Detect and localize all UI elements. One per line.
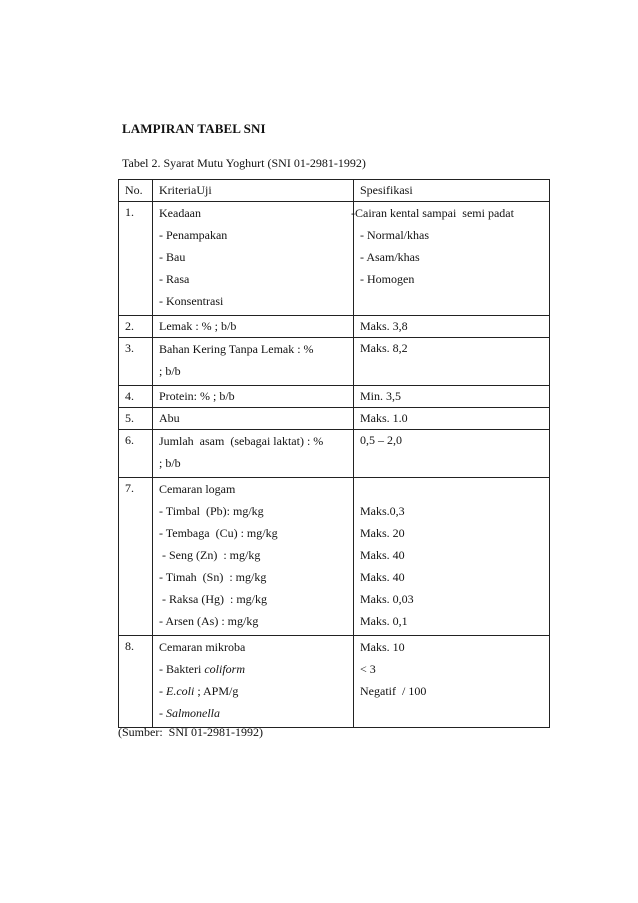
table-row	[119, 316, 550, 338]
row-number: 1.	[119, 202, 153, 316]
header-spec: Spesifikasi	[354, 180, 550, 202]
criteria-cell	[153, 636, 354, 728]
table-row	[119, 430, 550, 478]
spec-line: Maks. 40	[360, 570, 405, 584]
spec-line: Maks. 10	[360, 640, 405, 654]
spec-line: Maks.0,3	[360, 504, 405, 518]
spec-line: - Homogen	[360, 272, 415, 286]
criteria-line: - Konsentrasi	[159, 294, 224, 308]
spec-line: Maks. 0,1	[360, 614, 408, 628]
criteria-text: ; APM/g	[194, 684, 239, 698]
table-row	[119, 636, 550, 728]
spec-cell	[354, 478, 550, 636]
criteria-line: ; b/b	[159, 456, 181, 470]
criteria-line: Bahan Kering Tanpa Lemak : %	[159, 342, 314, 356]
criteria-italic-text: E.coli	[166, 684, 195, 698]
table-row	[119, 202, 550, 316]
source-note: (Sumber: SNI 01-2981-1992)	[118, 725, 263, 739]
table-header-row	[119, 180, 550, 202]
criteria-line	[159, 702, 347, 724]
table-row	[119, 478, 550, 636]
criteria-cell	[153, 430, 354, 478]
table-caption: Tabel 2. Syarat Mutu Yoghurt (SNI 01-2981-1992)	[122, 156, 366, 170]
spec-line: < 3	[360, 662, 376, 676]
row-number: 5.	[119, 408, 153, 430]
criteria-line	[159, 658, 347, 680]
criteria-line	[159, 680, 347, 702]
row-number: 6.	[119, 430, 153, 478]
spec-line: Negatif / 100	[360, 684, 427, 698]
criteria-line: - Tembaga (Cu) : mg/kg	[159, 526, 278, 540]
criteria-line: - Raksa (Hg) : mg/kg	[159, 592, 267, 606]
criteria-cell	[153, 338, 354, 386]
criteria-line: ; b/b	[159, 364, 181, 378]
criteria-italic-text: coliform	[204, 662, 245, 676]
criteria-italic-text: Salmonella	[166, 706, 220, 720]
criteria-line: - Timah (Sn) : mg/kg	[159, 570, 267, 584]
spec-cell	[351, 202, 550, 316]
criteria-cell: Abu	[153, 408, 354, 430]
criteria-line: Jumlah asam (sebagai laktat) : %	[159, 434, 324, 448]
row-number: 7.	[119, 478, 153, 636]
criteria-cell	[153, 202, 354, 316]
criteria-line: Cemaran logam	[159, 482, 236, 496]
spec-line: Maks. 20	[360, 526, 405, 540]
criteria-text: -	[159, 684, 166, 698]
appendix-heading: LAMPIRAN TABEL SNI	[122, 121, 266, 136]
spec-cell	[354, 636, 550, 728]
criteria-line: - Timbal (Pb): mg/kg	[159, 504, 264, 518]
table-row	[119, 338, 550, 386]
criteria-line: - Penampakan	[159, 228, 228, 242]
table-row	[119, 386, 550, 408]
row-number: 3.	[119, 338, 153, 386]
row-number: 8.	[119, 636, 153, 728]
criteria-cell	[153, 478, 354, 636]
spec-line: - Normal/khas	[360, 228, 429, 242]
spec-cell: Maks. 3,8	[354, 316, 550, 338]
criteria-text: Cemaran mikroba	[159, 640, 246, 654]
spec-line: Maks. 0,03	[360, 592, 414, 606]
spec-cell: 0,5 – 2,0	[354, 430, 550, 478]
criteria-line: - Seng (Zn) : mg/kg	[159, 548, 261, 562]
spec-cell: Min. 3,5	[354, 386, 550, 408]
spec-line: Maks. 40	[360, 548, 405, 562]
criteria-line: - Arsen (As) : mg/kg	[159, 614, 259, 628]
criteria-cell: Protein: % ; b/b	[153, 386, 354, 408]
spec-cell: Maks. 8,2	[354, 338, 550, 386]
spec-line: - Asam/khas	[360, 250, 420, 264]
header-criteria: KriteriaUji	[153, 180, 354, 202]
header-no: No.	[119, 180, 153, 202]
criteria-line: - Bau	[159, 250, 186, 264]
spec-cell: Maks. 1.0	[354, 408, 550, 430]
criteria-line: - Rasa	[159, 272, 190, 286]
criteria-line	[159, 638, 347, 658]
criteria-text: -	[159, 706, 166, 720]
criteria-cell: Lemak : % ; b/b	[153, 316, 354, 338]
spec-line: -Cairan kental sampai semi padat	[351, 206, 514, 220]
criteria-line: Keadaan	[159, 206, 201, 220]
sni-requirements-table	[118, 179, 550, 728]
row-number: 2.	[119, 316, 153, 338]
table-row	[119, 408, 550, 430]
spec-line	[360, 480, 543, 500]
spec-line	[360, 702, 543, 724]
criteria-text: - Bakteri	[159, 662, 205, 676]
row-number: 4.	[119, 386, 153, 408]
